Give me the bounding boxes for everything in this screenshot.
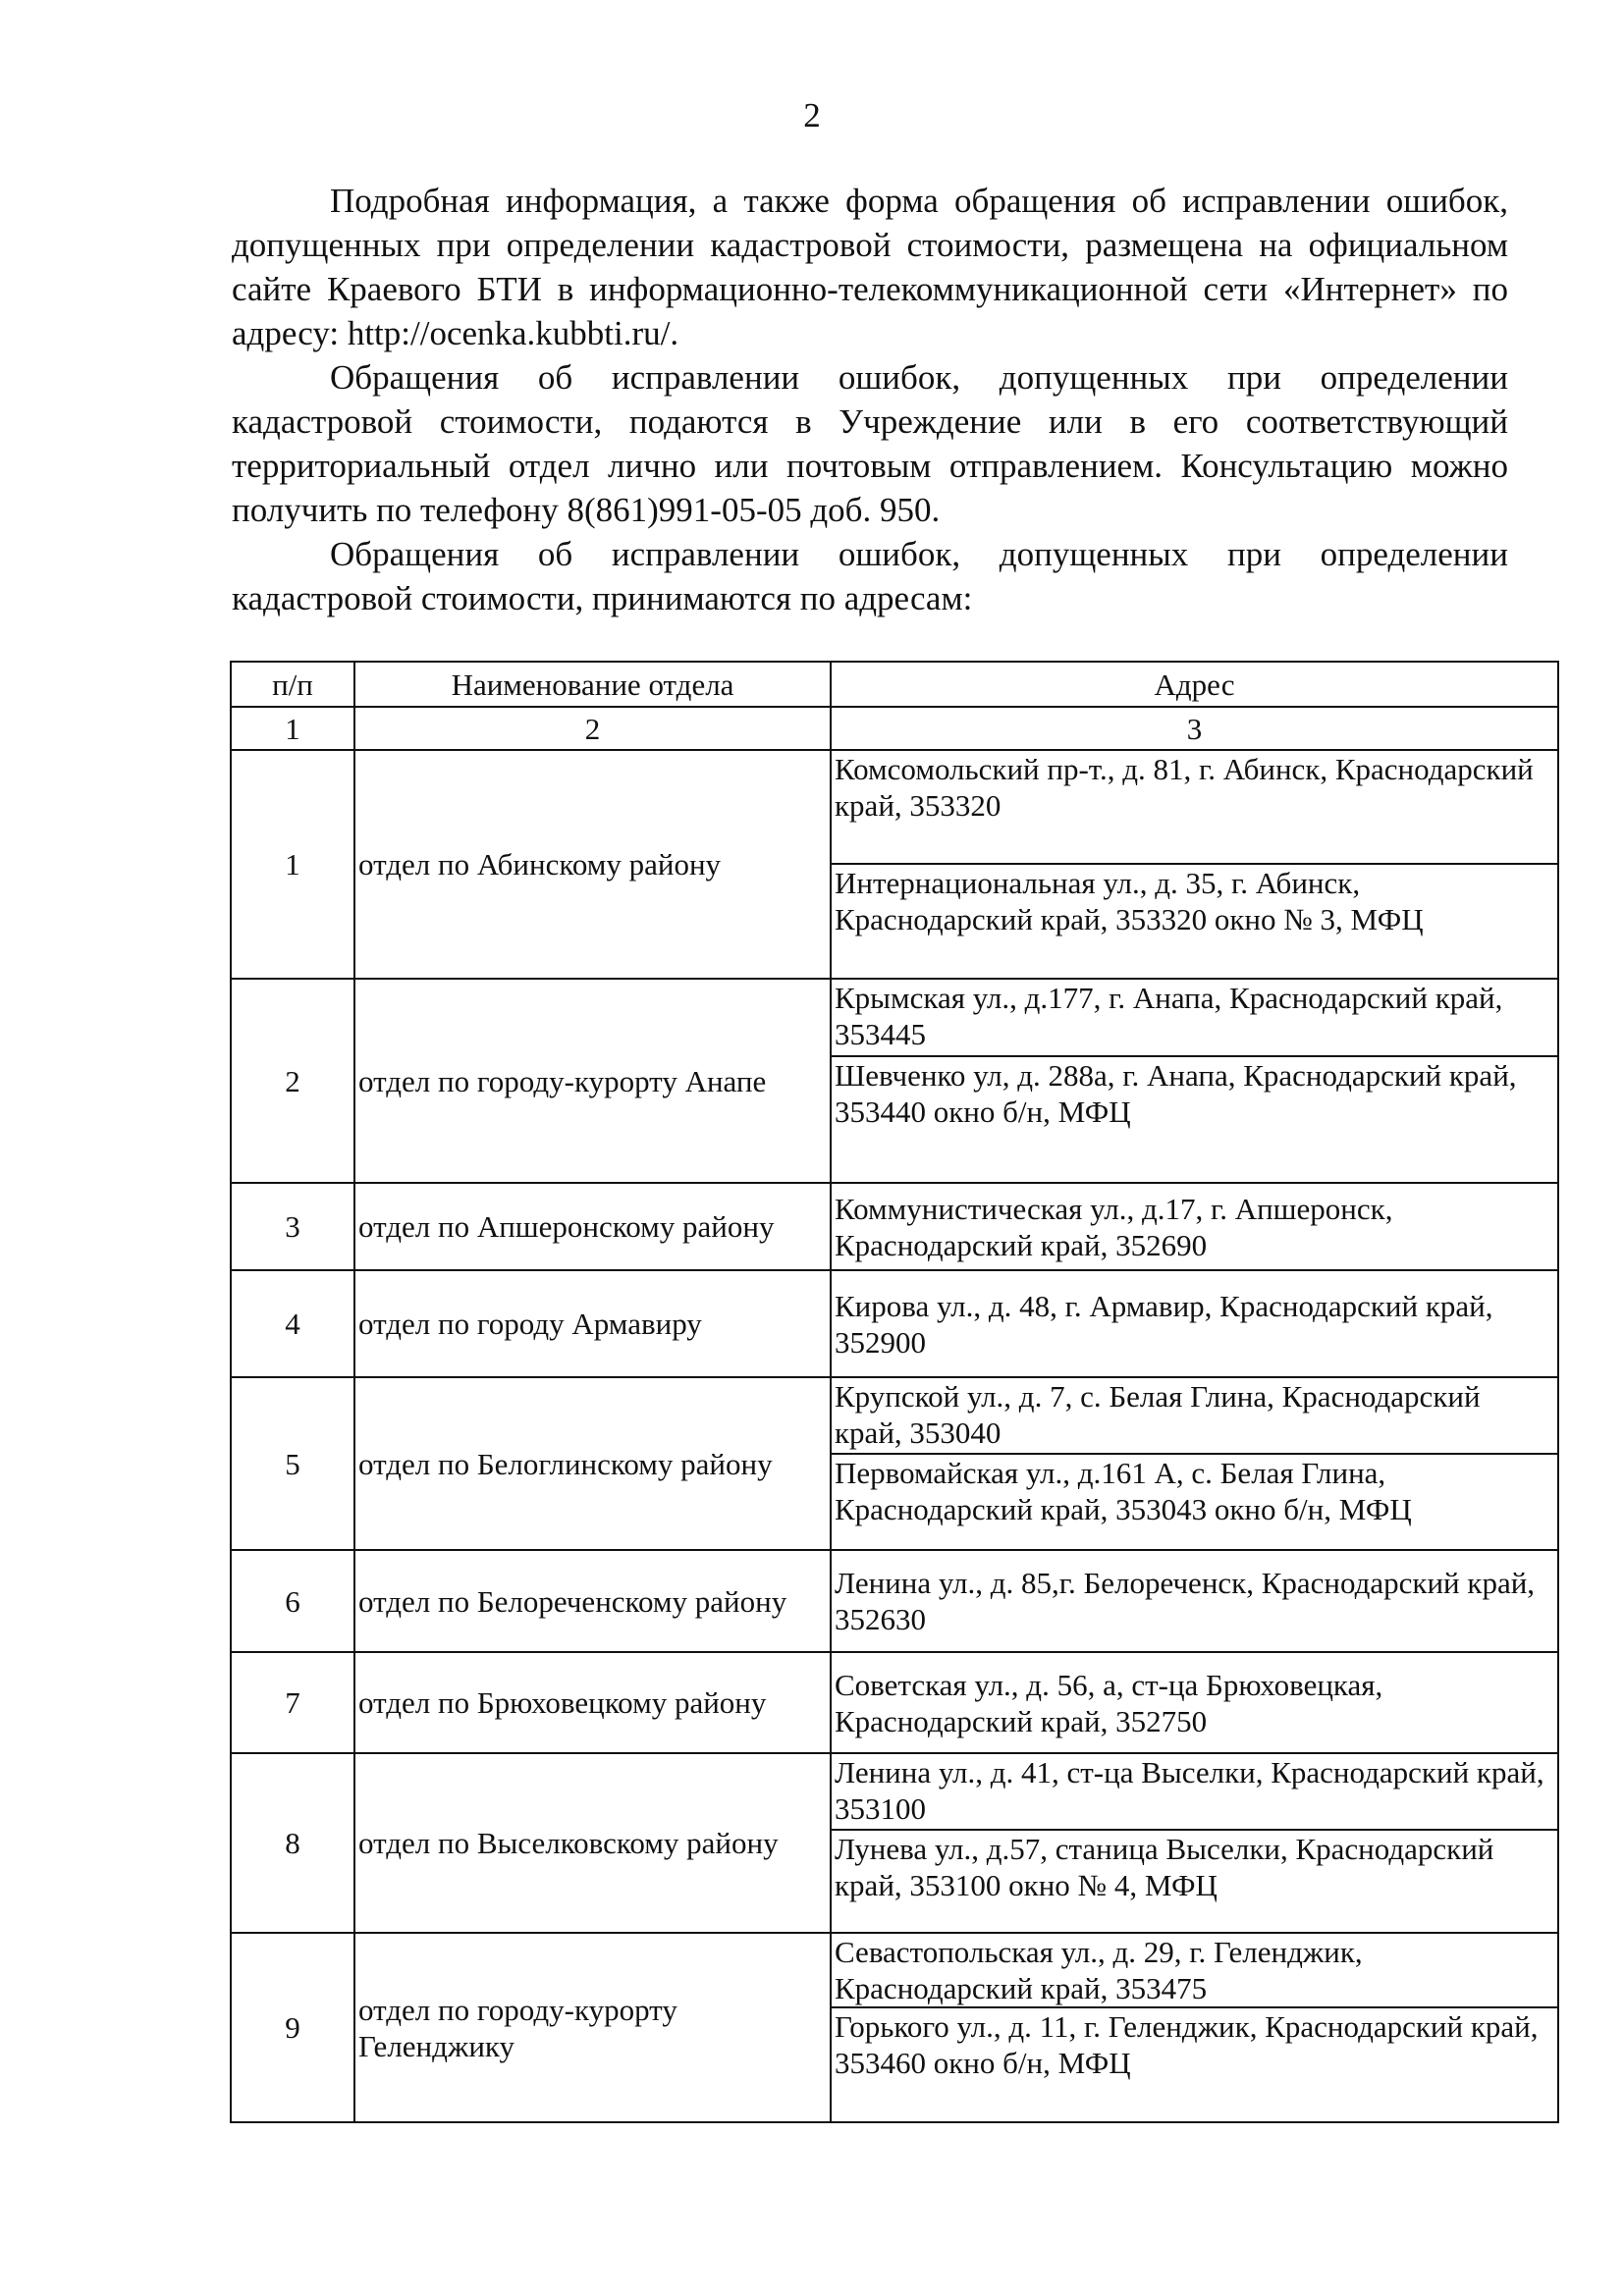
table-numbering-row	[231, 707, 1558, 750]
row-number: 5	[231, 1377, 354, 1550]
address: Советская ул., д. 56, а, ст-ца Брюховецкая, Краснодарский край, 352750	[831, 1652, 1558, 1753]
row-number: 3	[231, 1183, 354, 1270]
table-row	[231, 1183, 1558, 1270]
table-row	[231, 979, 1558, 1056]
address: Шевченко ул, д. 288а, г. Анапа, Краснодарский край, 353440 окно б/н, МФЦ	[831, 1056, 1558, 1183]
page-number: 2	[803, 96, 821, 134]
address: Коммунистическая ул., д.17, г. Апшеронск, Краснодарский край, 352690	[831, 1183, 1558, 1270]
table-row	[231, 1377, 1558, 1454]
department-name: отдел по городу-курорту Геленджику	[354, 1933, 831, 2122]
row-number: 1	[231, 750, 354, 979]
row-number: 6	[231, 1550, 354, 1652]
department-name: отдел по Белоглинскому району	[354, 1377, 831, 1550]
address: Лунева ул., д.57, станица Выселки, Краснодарский край, 353100 окно № 4, МФЦ	[831, 1830, 1558, 1933]
column-number-1: 1	[231, 707, 354, 750]
header-address: Адрес	[831, 662, 1558, 707]
department-name: отдел по Абинскому району	[354, 750, 831, 979]
row-number: 8	[231, 1753, 354, 1933]
address: Крупской ул., д. 7, с. Белая Глина, Краснодарский край, 353040	[831, 1377, 1558, 1454]
table-row	[231, 1753, 1558, 1830]
department-name: отдел по городу-курорту Анапе	[354, 979, 831, 1183]
department-name: отдел по Апшеронскому району	[354, 1183, 831, 1270]
address: Кирова ул., д. 48, г. Армавир, Краснодарский край, 352900	[831, 1270, 1558, 1377]
address: Горького ул., д. 11, г. Геленджик, Краснодарский край, 353460 окно б/н, МФЦ	[831, 2007, 1558, 2122]
address: Комсомольский пр-т., д. 81, г. Абинск, Краснодарский край, 353320	[831, 750, 1558, 864]
row-number: 7	[231, 1652, 354, 1753]
table-row	[231, 1933, 1558, 2007]
department-name: отдел по Брюховецкому району	[354, 1652, 831, 1753]
paragraph-addresses-intro: Обращения об исправлении ошибок, допущенных при определении кадастровой стоимости, принимаются по адресам:	[232, 535, 1508, 617]
address: Ленина ул., д. 41, ст-ца Выселки, Краснодарский край, 353100	[831, 1753, 1558, 1830]
address: Севастопольская ул., д. 29, г. Геленджик, Краснодарский край, 353475	[831, 1933, 1558, 2007]
department-name: отдел по городу Армавиру	[354, 1270, 831, 1377]
table-row	[231, 750, 1558, 864]
paragraph-submission: Обращения об исправлении ошибок, допущенных при определении кадастровой стоимости, подаются в Учреждение или в его соответствующий территориальный отдел лично или почтовым отправлением. Консультацию можно получить по телефону 8(861)991-05-05 доб. 950.	[232, 358, 1508, 529]
address: Ленина ул., д. 85,г. Белореченск, Краснодарский край, 352630	[831, 1550, 1558, 1652]
column-number-2: 2	[354, 707, 831, 750]
column-number-3: 3	[831, 707, 1558, 750]
header-number: п/п	[231, 662, 354, 707]
table-row	[231, 1652, 1558, 1753]
row-number: 9	[231, 1933, 354, 2122]
department-name: отдел по Выселковскому району	[354, 1753, 831, 1933]
address: Первомайская ул., д.161 А, с. Белая Глина, Краснодарский край, 353043 окно б/н, МФЦ	[831, 1454, 1558, 1550]
paragraph-info: Подробная информация, а также форма обращения об исправлении ошибок, допущенных при определении кадастровой стоимости, размещена на официальном сайте Краевого БТИ в информационно-телекоммуникационной сети «Интернет» по адресу: http://ocenka.kubbti.ru/.	[232, 182, 1508, 352]
row-number: 2	[231, 979, 354, 1183]
header-department: Наименование отдела	[354, 662, 831, 707]
table-row	[231, 1550, 1558, 1652]
offices-table	[230, 661, 1559, 2123]
row-number: 4	[231, 1270, 354, 1377]
table-row	[231, 1270, 1558, 1377]
address: Крымская ул., д.177, г. Анапа, Краснодарский край, 353445	[831, 979, 1558, 1056]
table-header-row	[231, 662, 1558, 707]
body-text	[232, 179, 1508, 620]
address: Интернациональная ул., д. 35, г. Абинск, Краснодарский край, 353320 окно № 3, МФЦ	[831, 864, 1558, 979]
department-name: отдел по Белореченскому району	[354, 1550, 831, 1652]
